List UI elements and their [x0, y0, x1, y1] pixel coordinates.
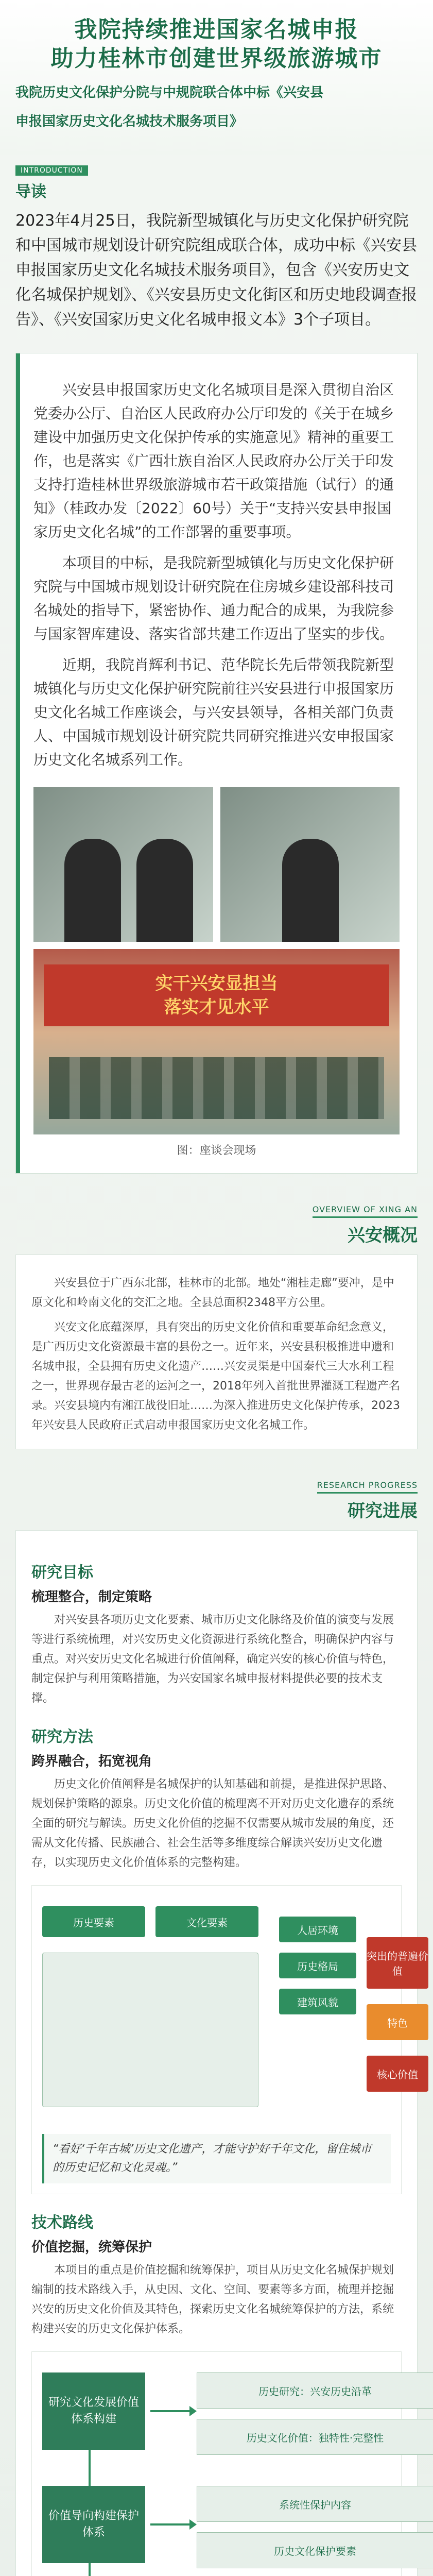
method-heading: 研究方法 [31, 1728, 93, 1746]
photo-caption: 图：座谈会现场 [177, 1144, 256, 1157]
research-heading [15, 1480, 418, 1522]
node-ouv: 突出的普遍价值 [367, 1937, 428, 1989]
goal-title: 梳理整合，制定策略 [31, 1589, 152, 1605]
tech-title: 价值挖掘，统筹保护 [31, 2240, 152, 2255]
title-line1: 我院持续推进国家名城申报 [74, 16, 359, 43]
meeting-table [49, 1057, 384, 1119]
overview-box [15, 1255, 418, 1449]
photo-figure [282, 839, 339, 942]
overview-heading [15, 1205, 418, 1246]
meeting-photo-2 [220, 787, 400, 942]
node-culture: 文化要素 [155, 1906, 258, 1937]
node-feature: 特色 [367, 2004, 428, 2040]
flow-arrow [150, 2410, 192, 2412]
method-title: 跨界融合，拓宽视角 [31, 1754, 152, 1769]
diagram-panel [42, 1953, 258, 2107]
flow-right-3: 系统性保护内容 [197, 2486, 433, 2522]
intro-en-tag: INTRODUCTION [15, 165, 88, 176]
goal-heading: 研究目标 [31, 1564, 93, 1582]
news-card [15, 353, 418, 1174]
overview-en: OVERVIEW OF XING AN [313, 1205, 418, 1218]
research-en: RESEARCH PROGRESS [317, 1480, 418, 1494]
meeting-banner [44, 964, 389, 1026]
tech-text: 本项目的重点是价值挖掘和统筹保护，项目从历史文化名城保护规划编制的技术路线入手，从史因、文化、空间、要素等多方面，梳理并挖掘兴安的历史文化价值及其特色，探索历史文化名城统筹保护的方法，系统构建兴安的历史文化保护体系。 [31, 2264, 394, 2335]
node-style: 建筑风貌 [279, 1989, 356, 2014]
flow-right-1: 历史研究：兴安历史沿革 [197, 2372, 433, 2409]
card-paragraph-1: 兴安县申报国家历史文化名城项目是深入贯彻自治区党委办公厅、自治区人民政府办公厅印发的《关于在城乡建设中加强历史文化保护传承的实施意见》精神的重要工作，也是落实《广西壮族自治区人民政府办公厅关于印发支持打造桂林世界级旅游城市若干政策措施（试行）的通知》（桂政办发〔2022〕60号）关于“支持兴安县申报国家历史文化名城”的工作部署的重要事项。 [33, 381, 394, 540]
overview-paragraph-2: 兴安文化底蕴深厚，具有突出的历史文化价值和重要革命纪念意义，是广西历史文化资源最丰富的县份之一。近年来，兴安县积极推进申遗和名城申报，全县拥有历史文化遗产……兴安灵渠是中国秦代三大水利工程之一，世界现存最古老的运河之一，2018年列入首批世界灌溉工程遗产名录。兴安县境内有湘江战役旧址……为深入推进历史文化保护传承，2023年兴安县人民政府正式启动申报国家历史文化名城工作。 [31, 1321, 400, 1432]
card-paragraph-3: 近期，我院肖辉利书记、范华院长先后带领我院新型城镇化与历史文化保护研究院前往兴安县进行申报国家历史文化名城工作座谈会，与兴安县领导，各相关部门负责人、中国城市规划设计研究院共同研究推进兴安申报国家历史文化名城系列工作。 [33, 656, 394, 768]
goal-text: 对兴安县各项历史文化要素、城市历史文化脉络及价值的演变与发展等进行系统梳理，对兴安历史文化资源进行系统化整合，明确保护内容与重点。对兴安历史文化名城进行价值阐释，确定兴安的核心价值与特色，制定保护与利用策略措施，为兴安国家名城申报材料提供必要的技术支撑。 [31, 1614, 394, 1705]
title-line2: 助力桂林市创建世界级旅游城市 [50, 45, 383, 72]
subtitle-line1: 我院历史文化保护分院与中规院联合体中标《兴安县 [15, 85, 324, 100]
research-cn: 研究进展 [348, 1501, 418, 1521]
flow-right-2: 历史文化价值：独特性·完整性 [197, 2419, 433, 2455]
value-diagram [31, 1885, 428, 2194]
photo-figure [136, 839, 193, 942]
flow-left-1: 研究文化发展价值体系构建 [42, 2372, 145, 2450]
subtitle-line2: 申报国家历史文化名城技术服务项目》 [15, 114, 244, 129]
intro-text: 2023年4月25日，我院新型城镇化与历史文化保护研究院和中国城市规划设计研究院组成联合体，成功中标《兴安县申报国家历史文化名城技术服务项目》，包含《兴安历史文化名城保护规划》、《兴安县历史文化街区和历史地段调查报告》、《兴安国家历史文化名城申报文本》3个子项目。 [15, 212, 417, 329]
flow-left-2: 价值导向构建保护体系 [42, 2486, 145, 2563]
tech-flowchart [31, 2351, 402, 2576]
tech-heading: 技术路线 [31, 2214, 93, 2232]
flow-arrow [150, 2523, 192, 2526]
header [0, 0, 433, 155]
meeting-photo-1 [33, 787, 213, 942]
banner-line-1: 实干兴安显担当 [155, 973, 278, 994]
meeting-photo-3 [33, 949, 400, 1134]
node-pattern: 历史格局 [279, 1953, 356, 1978]
intro-cn-tag: 导读 [15, 183, 46, 201]
banner-line-2: 落实才见水平 [164, 997, 269, 1018]
overview-paragraph-1: 兴安县位于广西东北部，桂林市的北部。地处“湘桂走廊”要冲，是中原文化和岭南文化的交汇之地。全县总面积2348平方公里。 [31, 1277, 394, 1309]
flow-right-4: 历史文化保护要素 [197, 2532, 433, 2568]
photo-figure [64, 839, 121, 942]
quote-box: “看好‘千年古城’历史文化遗产，才能守护好千年文化，留住城市的历史记忆和文化灵魂。” [42, 2134, 391, 2183]
node-history: 历史要素 [42, 1906, 145, 1937]
method-text: 历史文化价值阐释是名城保护的认知基础和前提，是推进保护思路、规划保护策略的源泉。历史文化价值的梳理离不开对历史文化遗存的系统全面的研究与解读。历史文化价值的挖掘不仅需要从城市发展的角度，还需从文化传播、民族融合、社会生活等多维度综合解读兴安历史文化遗存，以实现历史文化价值体系的完整构建。 [31, 1778, 394, 1869]
intro-heading [15, 165, 418, 201]
card-paragraph-2: 本项目的中标，是我院新型城镇化与历史文化保护研究院与中国城市规划设计研究院在住房城乡建设部科技司名城处的指导下，紧密协作、通力配合的成果，为我院参与国家智库建设、落实省部共建工作迈出了坚实的步伐。 [33, 554, 394, 642]
node-core: 核心价值 [367, 2056, 428, 2092]
node-environment: 人居环境 [279, 1917, 356, 1942]
research-box [15, 1530, 428, 2576]
overview-cn: 兴安概况 [348, 1225, 418, 1246]
photo-grid [33, 787, 400, 1134]
flow-connector [89, 2450, 91, 2486]
flow-connector [89, 2563, 91, 2576]
